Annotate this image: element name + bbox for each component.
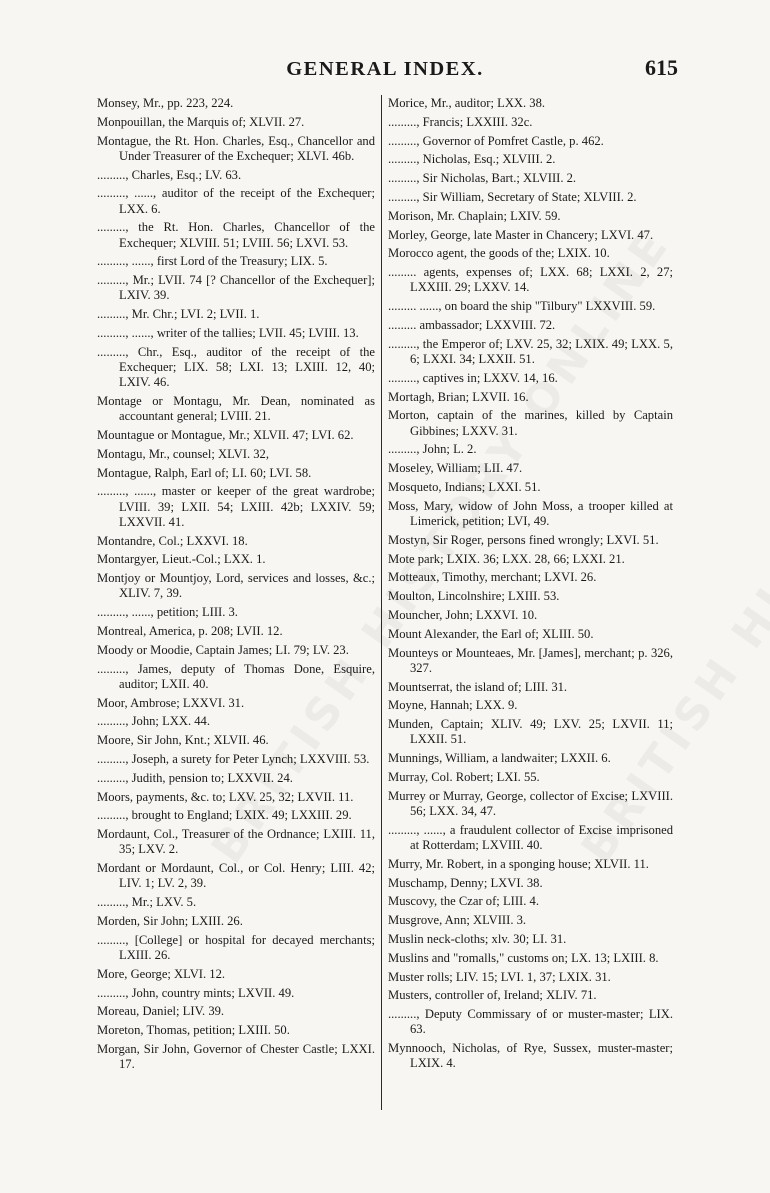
index-entry: Morton, captain of the marines, killed by Captain Gibbines; LXXV. 31.: [388, 408, 673, 438]
right-column: [388, 96, 673, 1075]
index-entry: Mortagh, Brian; LXVII. 16.: [388, 389, 529, 404]
index-entry: Muster rolls; LIV. 15; LVI. 1, 37; LXIX. 31.: [388, 969, 611, 984]
index-entry: Moreton, Thomas, petition; LXIII. 50.: [97, 1023, 290, 1038]
index-entry: ........., Francis; LXXIII. 32c.: [388, 114, 533, 129]
page-number: 615: [645, 55, 678, 80]
index-entry: ........., Mr.; LVII. 74 [? Chancellor of the Exchequer]; LXIV. 39.: [97, 273, 375, 303]
index-entry: Moyne, Hannah; LXX. 9.: [388, 698, 518, 713]
index-entry: ........., ......, writer of the tallies; LVII. 45; LVIII. 13.: [97, 325, 359, 340]
index-entry: ........., captives in; LXXV. 14, 16.: [388, 370, 558, 385]
index-entry: Montreal, America, p. 208; LVII. 12.: [97, 623, 283, 638]
index-entry: ........., the Rt. Hon. Charles, Chancellor of the Exchequer; XLVIII. 51; LVIII. 56; LXVI. 53.: [97, 220, 375, 250]
index-entry: ........., John; LXX. 44.: [97, 714, 210, 729]
index-entry: Mosqueto, Indians; LXXI. 51.: [388, 479, 541, 494]
index-entry: Morgan, Sir John, Governor of Chester Castle; LXXI. 17.: [97, 1041, 375, 1072]
index-entry: Moody or Moodie, Captain James; LI. 79; LV. 23.: [97, 642, 349, 657]
index-entry: Muslin neck-cloths; xlv. 30; LI. 31.: [388, 931, 567, 946]
index-entry: Murrey or Murray, George, collector of Excise; LXVIII. 56; LXX. 34, 47.: [388, 788, 673, 818]
index-entry: ........., ......, master or keeper of the great wardrobe; LVIII. 39; LXII. 54; LXIII. 42b; LXXIV. 59; LXXVII. 41.: [97, 484, 375, 529]
index-entry: More, George; XLVI. 12.: [97, 966, 226, 981]
index-entry: Mount Alexander, the Earl of; XLIII. 50.: [388, 626, 594, 641]
index-entry: ........., ......, auditor of the receipt of the Exchequer; LXX. 6.: [97, 186, 375, 216]
index-entry: Mordant or Mordaunt, Col., or Col. Henry; LIII. 42; LIV. 1; LV. 2, 39.: [97, 861, 375, 891]
index-entry: Motteaux, Timothy, merchant; LXVI. 26.: [388, 570, 597, 585]
index-entry: ........., Governor of Pomfret Castle, p. 462.: [388, 133, 604, 148]
index-entry: ........., Mr. Chr.; LVI. 2; LVII. 1.: [97, 307, 260, 322]
index-entry: ........., John, country mints; LXVII. 49.: [97, 985, 295, 1000]
index-entry: Morley, George, late Master in Chancery; LXVI. 47.: [388, 227, 654, 242]
index-entry: Musters, controller of, Ireland; XLIV. 71.: [388, 988, 597, 1003]
index-entry: Montandre, Col.; LXXVI. 18.: [97, 533, 248, 548]
index-entry: Moore, Sir John, Knt.; XLVII. 46.: [97, 733, 269, 748]
index-entry: Mounteys or Mounteaes, Mr. [James], merchant; p. 326, 327.: [388, 645, 673, 675]
index-entry: ........., Judith, pension to; LXXVII. 24.: [97, 770, 293, 785]
index-entry: ......... agents, expenses of; LXX. 68; LXXI. 2, 27; LXXIII. 29; LXXV. 14.: [388, 265, 673, 295]
index-entry: Montague, Ralph, Earl of; LI. 60; LVI. 58.: [97, 465, 312, 480]
index-entry: Mountserrat, the island of; LIII. 31.: [388, 679, 568, 694]
index-entry: Montague, the Rt. Hon. Charles, Esq., Chancellor and Under Treasurer of the Exchequer; XLVI. 46b.: [97, 133, 375, 163]
index-entry: Muslins and "romalls," customs on; LX. 13; LXIII. 8.: [388, 950, 659, 965]
index-entry: Morden, Sir John; LXIII. 26.: [97, 913, 243, 928]
index-entry: ........., James, deputy of Thomas Done, Esquire, auditor; LXII. 40.: [97, 661, 375, 691]
index-entry: Murry, Mr. Robert, in a sponging house; XLVII. 11.: [388, 856, 649, 871]
index-entry: ........., the Emperor of; LXV. 25, 32; LXIX. 49; LXX. 5, 6; LXXI. 34; LXXII. 51.: [388, 336, 673, 366]
index-entry: Montage or Montagu, Mr. Dean, nominated as accountant general; LVIII. 21.: [97, 393, 375, 424]
column-divider: [381, 95, 382, 1110]
index-entry: Moss, Mary, widow of John Moss, a trooper killed at Limerick, petition; LVI, 49.: [388, 498, 673, 528]
index-entry: ........., Joseph, a surety for Peter Lynch; LXXVIII. 53.: [97, 751, 370, 766]
index-entry: Muschamp, Denny; LXVI. 38.: [388, 875, 543, 890]
index-entry: ........., ......, a fraudulent collector of Excise imprisoned at Rotterdam; LXVIII. 40.: [388, 822, 673, 852]
index-entry: ........., [College] or hospital for decayed merchants; LXIII. 26.: [97, 932, 375, 962]
index-entry: ........., John; L. 2.: [388, 442, 477, 457]
index-entry: ........., ......, petition; LIII. 3.: [97, 605, 238, 620]
index-entry: ........., Sir Nicholas, Bart.; XLVIII. 2.: [388, 171, 577, 186]
index-entry: Morocco agent, the goods of the; LXIX. 10.: [388, 246, 610, 261]
index-entry: Morice, Mr., auditor; LXX. 38.: [388, 96, 546, 110]
index-entry: Munden, Captain; XLIV. 49; LXV. 25; LXVII. 11; LXXII. 51.: [388, 717, 673, 747]
index-entry: Monpouillan, the Marquis of; XLVII. 27.: [97, 114, 305, 129]
index-entry: Montargyer, Lieut.-Col.; LXX. 1.: [97, 552, 266, 567]
index-entry: ........., Chr., Esq., auditor of the receipt of the Exchequer; LIX. 58; LXI. 13; LXIII. 12, 40; LXIV. 46.: [97, 344, 375, 390]
index-entry: Munnings, William, a landwaiter; LXXII. 6.: [388, 751, 611, 766]
index-entry: Mostyn, Sir Roger, persons fined wrongly; LXVI. 51.: [388, 532, 659, 547]
index-entry: ........., Sir William, Secretary of State; XLVIII. 2.: [388, 189, 637, 204]
index-entry: ........., ......, first Lord of the Treasury; LIX. 5.: [97, 254, 328, 269]
index-entry: Montagu, Mr., counsel; XLVI. 32,: [97, 446, 269, 461]
index-entry: Musgrove, Ann; XLVIII. 3.: [388, 913, 527, 928]
index-entry: Morison, Mr. Chaplain; LXIV. 59.: [388, 208, 561, 223]
index-entry: ......... ......, on board the ship "Tilbury" LXXVIII. 59.: [388, 299, 656, 314]
index-entry: Murray, Col. Robert; LXI. 55.: [388, 769, 540, 784]
index-entry: Moreau, Daniel; LIV. 39.: [97, 1004, 225, 1019]
index-entry: ........., brought to England; LXIX. 49; LXXIII. 29.: [97, 808, 352, 823]
index-entry: Moseley, William; LII. 47.: [388, 461, 523, 476]
index-entry: Mote park; LXIX. 36; LXX. 28, 66; LXXI. 21.: [388, 551, 625, 566]
index-entry: ........., Mr.; LXV. 5.: [97, 895, 197, 910]
index-entry: Moors, payments, &c. to; LXV. 25, 32; LXVII. 11.: [97, 789, 354, 804]
page-title: GENERAL INDEX.: [286, 58, 484, 80]
index-entry: Moulton, Lincolnshire; LXIII. 53.: [388, 589, 560, 604]
index-entry: ........., Charles, Esq.; LV. 63.: [97, 167, 242, 182]
index-entry: Monsey, Mr., pp. 223, 224.: [97, 96, 234, 110]
index-entry: Muscovy, the Czar of; LIII. 4.: [388, 894, 539, 909]
index-entry: ........., Deputy Commissary of or muster-master; LIX. 63.: [388, 1007, 673, 1037]
index-entry: Montjoy or Mountjoy, Lord, services and losses, &c.; XLIV. 7, 39.: [97, 571, 375, 601]
index-entry: ........., Nicholas, Esq.; XLVIII. 2.: [388, 152, 556, 167]
left-column: [97, 96, 375, 1076]
index-entry: Moor, Ambrose; LXXVI. 31.: [97, 695, 245, 710]
index-entry: Mountague or Montague, Mr.; XLVII. 47; LVI. 62.: [97, 427, 354, 442]
index-entry: Mynnooch, Nicholas, of Rye, Sussex, muster-master; LXIX. 4.: [388, 1041, 673, 1071]
index-entry: ......... ambassador; LXXVIII. 72.: [388, 317, 556, 332]
index-entry: Mouncher, John; LXXVI. 10.: [388, 607, 538, 622]
index-entry: Mordaunt, Col., Treasurer of the Ordnance; LXIII. 11, 35; LXV. 2.: [97, 827, 375, 857]
